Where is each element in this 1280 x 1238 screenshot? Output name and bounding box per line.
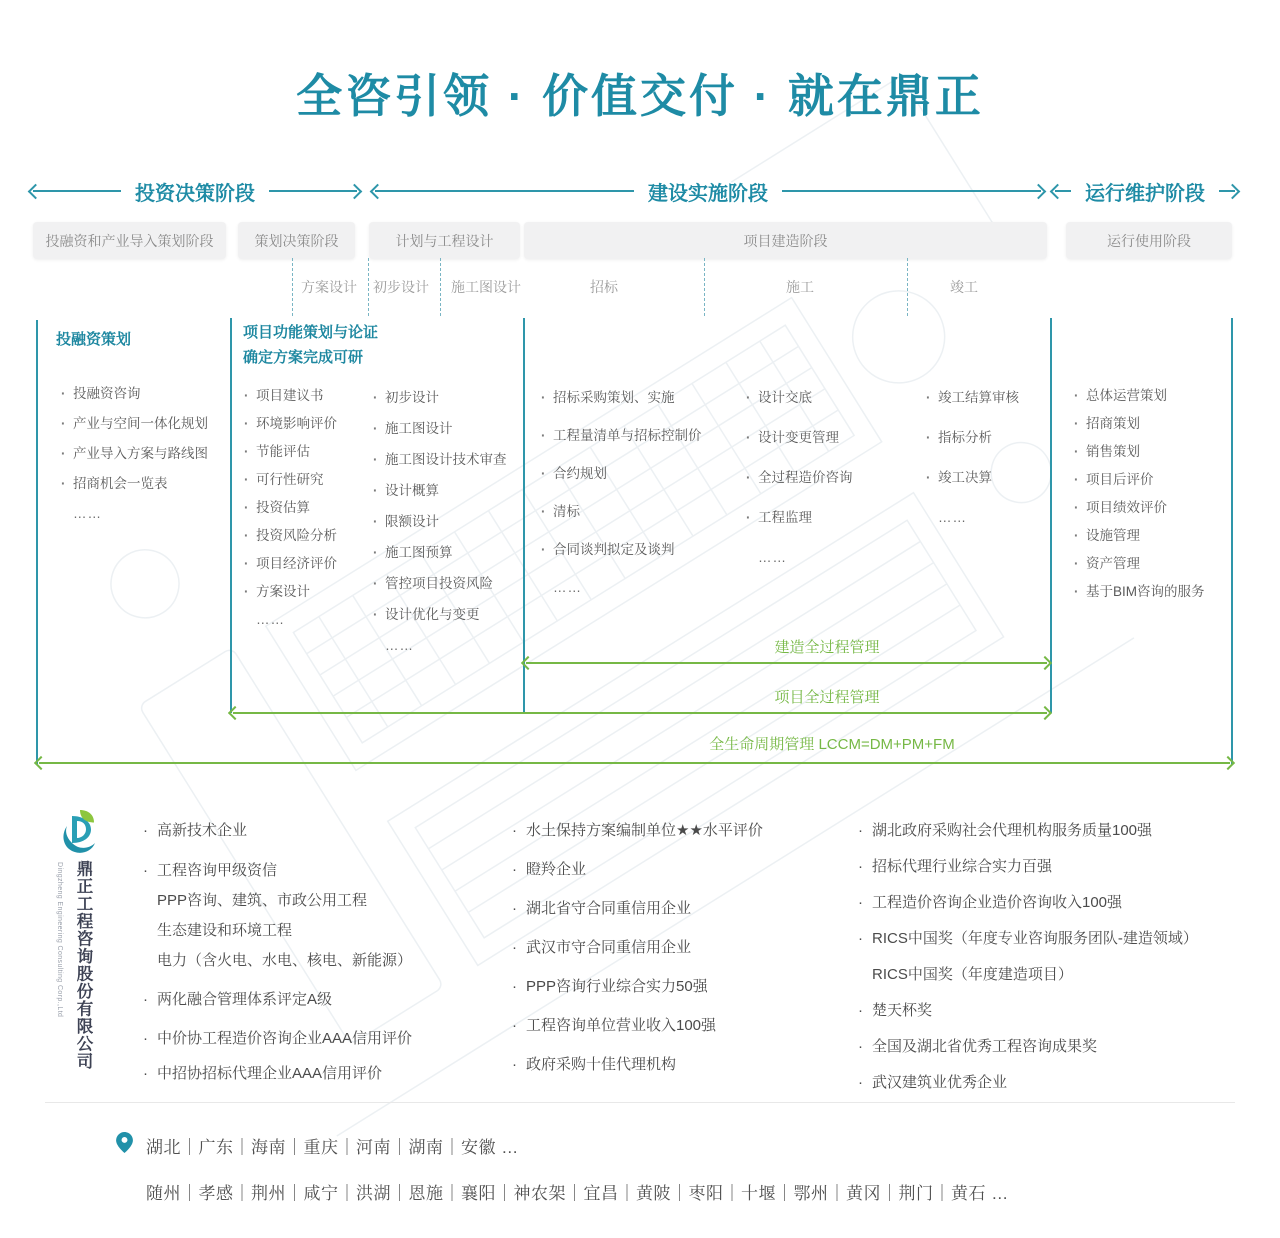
service-item: · 项目绩效评价 [1073, 498, 1205, 518]
service-item: · 可行性研究 [243, 470, 337, 490]
substage-divider [440, 258, 441, 316]
company-name-en: Dingzheng Engineering Consulting Corp.,Ltd [56, 862, 63, 1018]
service-item: · 招商机会一览表 [60, 474, 208, 494]
service-column-operation [1073, 386, 1205, 610]
column-border-line [230, 318, 232, 713]
arrow-left-icon [521, 656, 535, 670]
phase-arrow-construction [372, 180, 1044, 205]
qualification-item: · 高新技术企业 [143, 818, 412, 844]
service-item-ellipsis: …… [553, 580, 582, 595]
column-header-financing: 投融资策划 [56, 331, 132, 348]
service-item: · 全过程造价咨询 [745, 468, 853, 488]
service-item: · 工程量清单与招标控制价 [540, 426, 702, 446]
service-column-feasibility [243, 386, 337, 638]
service-item: · 产业导入方案与路线图 [60, 444, 208, 464]
service-item: · 节能评估 [243, 442, 337, 462]
phase-label: 投资决策阶段 [135, 182, 255, 205]
substage-divider [704, 258, 705, 316]
service-item: · 管控项目投资风险 [372, 574, 507, 594]
service-item: · 清标 [540, 502, 702, 522]
service-column-bidding [540, 388, 702, 616]
page-title: 全咨引领 · 价值交付 · 就在鼎正 [296, 70, 984, 122]
substage-divider [292, 258, 293, 316]
service-item-ellipsis: …… [758, 550, 787, 565]
column-border-line [36, 320, 38, 764]
stage-box-operation: 运行使用阶段 [1066, 222, 1232, 259]
substage-label: 招标 [590, 279, 618, 295]
qualification-item: · PPP咨询行业综合实力50强 [512, 974, 763, 1000]
substage-label: 施工 [786, 279, 814, 295]
service-item: · 施工图设计技术审查 [372, 450, 507, 470]
service-item: · 方案设计 [243, 582, 337, 602]
service-column-financing [60, 384, 208, 534]
service-item: · 资产管理 [1073, 554, 1205, 574]
service-item: · 设计交底 [745, 388, 853, 408]
service-item: · 设计优化与变更 [372, 605, 507, 625]
phase-arrow-operation [1052, 180, 1238, 205]
qualification-item: · 工程咨询甲级资信 [143, 858, 412, 884]
arrow-left-icon [28, 183, 44, 199]
service-item: · 环境影响评价 [243, 414, 337, 434]
service-item: · 招标采购策划、实施 [540, 388, 702, 408]
divider [45, 1102, 1235, 1103]
qualification-item: · 湖北省守合同重信用企业 [512, 896, 763, 922]
qualification-subitem: 电力（含火电、水电、核电、新能源） [157, 952, 413, 969]
qualification-item: · 工程造价咨询企业造价咨询收入100强 [858, 890, 1198, 916]
service-item-ellipsis: …… [73, 506, 102, 521]
substage-label: 施工图设计 [451, 279, 521, 295]
service-item: · 合约规划 [540, 464, 702, 484]
management-label-lifecycle: 全生命周期管理 LCCM=DM+PM+FM [709, 736, 955, 753]
service-item: · 限额设计 [372, 512, 507, 532]
service-item: · 竣工决算 [925, 468, 1019, 488]
qualification-item: · 水土保持方案编制单位★★水平评价 [512, 818, 763, 844]
service-item: · 项目经济评价 [243, 554, 337, 574]
stage-box-financing: 投融资和产业导入策划阶段 [33, 222, 226, 259]
service-item: · 设计变更管理 [745, 428, 853, 448]
service-item: · 销售策划 [1073, 442, 1205, 462]
service-column-completion [925, 388, 1019, 548]
arrow-right-icon [347, 183, 363, 199]
qualification-item: · 政府采购十佳代理机构 [512, 1052, 763, 1078]
service-item-ellipsis: …… [256, 612, 285, 627]
service-item: · 基于BIM咨询的服务 [1073, 582, 1205, 602]
column-border-line [1050, 318, 1052, 713]
phase-label: 运行维护阶段 [1085, 182, 1205, 205]
stage-box-design: 计划与工程设计 [369, 222, 520, 259]
service-item: · 投融资咨询 [60, 384, 208, 404]
service-item: · 项目建议书 [243, 386, 337, 406]
qualification-column-middle [512, 818, 763, 1078]
substage-label: 方案设计 [301, 279, 357, 295]
qualification-subitem: PPP咨询、建筑、市政公用工程 [157, 892, 368, 909]
service-item: · 指标分析 [925, 428, 1019, 448]
column-header-line2: 确定方案完成可研 [243, 349, 364, 366]
service-item: · 设施管理 [1073, 526, 1205, 546]
stage-box-planning: 策划决策阶段 [238, 222, 355, 259]
company-logo [58, 810, 100, 858]
arrow-left-icon [1050, 183, 1066, 199]
service-item: · 竣工结算审核 [925, 388, 1019, 408]
qualification-item: · RICS中国奖（年度专业咨询服务团队-建造领域） [858, 926, 1198, 952]
substage-divider [907, 258, 908, 316]
service-item: · 投资估算 [243, 498, 337, 518]
column-header-line1: 项目功能策划与论证 [243, 324, 379, 341]
qualification-item: · 武汉市守合同重信用企业 [512, 935, 763, 961]
substage-label: 竣工 [950, 279, 978, 295]
arrow-right-icon [1221, 756, 1235, 770]
arrow-right-icon [1038, 656, 1052, 670]
management-arrow-project [230, 706, 1050, 720]
qualification-item: · 武汉建筑业优秀企业 [858, 1070, 1198, 1096]
service-item-ellipsis: …… [938, 510, 967, 525]
qualification-item: · 楚天杯奖 [858, 998, 1198, 1024]
qualification-item: · 中招协招标代理企业AAA信用评价 [143, 1061, 412, 1087]
location-pin-icon [116, 1132, 133, 1153]
arrow-left-icon [34, 756, 48, 770]
qualification-item: · 工程咨询单位营业收入100强 [512, 1013, 763, 1039]
service-item: · 施工图预算 [372, 543, 507, 563]
column-header-feasibility [243, 320, 378, 370]
service-item: · 初步设计 [372, 388, 507, 408]
management-arrow-construction [523, 656, 1050, 670]
company-name-cn: 鼎正工程咨询股份有限公司 [74, 860, 92, 1070]
qualification-item: · 招标代理行业综合实力百强 [858, 854, 1198, 880]
service-item: · 投资风险分析 [243, 526, 337, 546]
qualification-item: · 湖北政府采购社会代理机构服务质量100强 [858, 818, 1198, 844]
qualification-subitem: RICS中国奖（年度建造项目） [872, 966, 1073, 983]
province-list: 湖北｜广东｜海南｜重庆｜河南｜湖南｜安徽 … [146, 1138, 519, 1157]
qualification-column-right [858, 818, 1198, 1096]
service-item: · 招商策划 [1073, 414, 1205, 434]
substage-divider [368, 258, 369, 316]
arrow-left-icon [228, 706, 242, 720]
service-item: · 项目后评价 [1073, 470, 1205, 490]
management-arrow-lifecycle [36, 756, 1233, 770]
service-item: · 施工图设计 [372, 419, 507, 439]
service-item: · 总体运营策划 [1073, 386, 1205, 406]
qualification-column-left [143, 818, 412, 1087]
phase-arrow-investment [30, 180, 360, 205]
service-column-construction [745, 388, 853, 588]
service-item: · 产业与空间一体化规划 [60, 414, 208, 434]
qualification-item: · 瞪羚企业 [512, 857, 763, 883]
qualification-item: · 中价协工程造价咨询企业AAA信用评价 [143, 1026, 412, 1052]
service-item-ellipsis: …… [385, 638, 414, 653]
qualification-subitem: 生态建设和环境工程 [157, 922, 293, 939]
qualification-item: · 两化融合管理体系评定A级 [143, 987, 412, 1013]
service-item: · 工程监理 [745, 508, 853, 528]
city-list: 随州｜孝感｜荆州｜咸宁｜洪湖｜恩施｜襄阳｜神农架｜宜昌｜黄陂｜枣阳｜十堰｜鄂州｜黄冈｜荆门｜黄石 … [146, 1184, 1009, 1203]
column-border-line [523, 318, 525, 713]
column-border-line [1231, 318, 1233, 764]
phase-label: 建设实施阶段 [648, 182, 768, 205]
arrow-left-icon [370, 183, 386, 199]
service-item: · 合同谈判拟定及谈判 [540, 540, 702, 560]
substage-label: 初步设计 [373, 279, 429, 295]
service-column-design [372, 388, 507, 667]
arrow-right-icon [1038, 706, 1052, 720]
arrow-right-icon [1225, 183, 1241, 199]
management-label-project: 项目全过程管理 [774, 689, 880, 706]
management-label-construction: 建造全过程管理 [774, 639, 880, 656]
arrow-right-icon [1031, 183, 1047, 199]
service-item: · 设计概算 [372, 481, 507, 501]
stage-box-construction: 项目建造阶段 [524, 222, 1047, 259]
qualification-item: · 全国及湖北省优秀工程咨询成果奖 [858, 1034, 1198, 1060]
